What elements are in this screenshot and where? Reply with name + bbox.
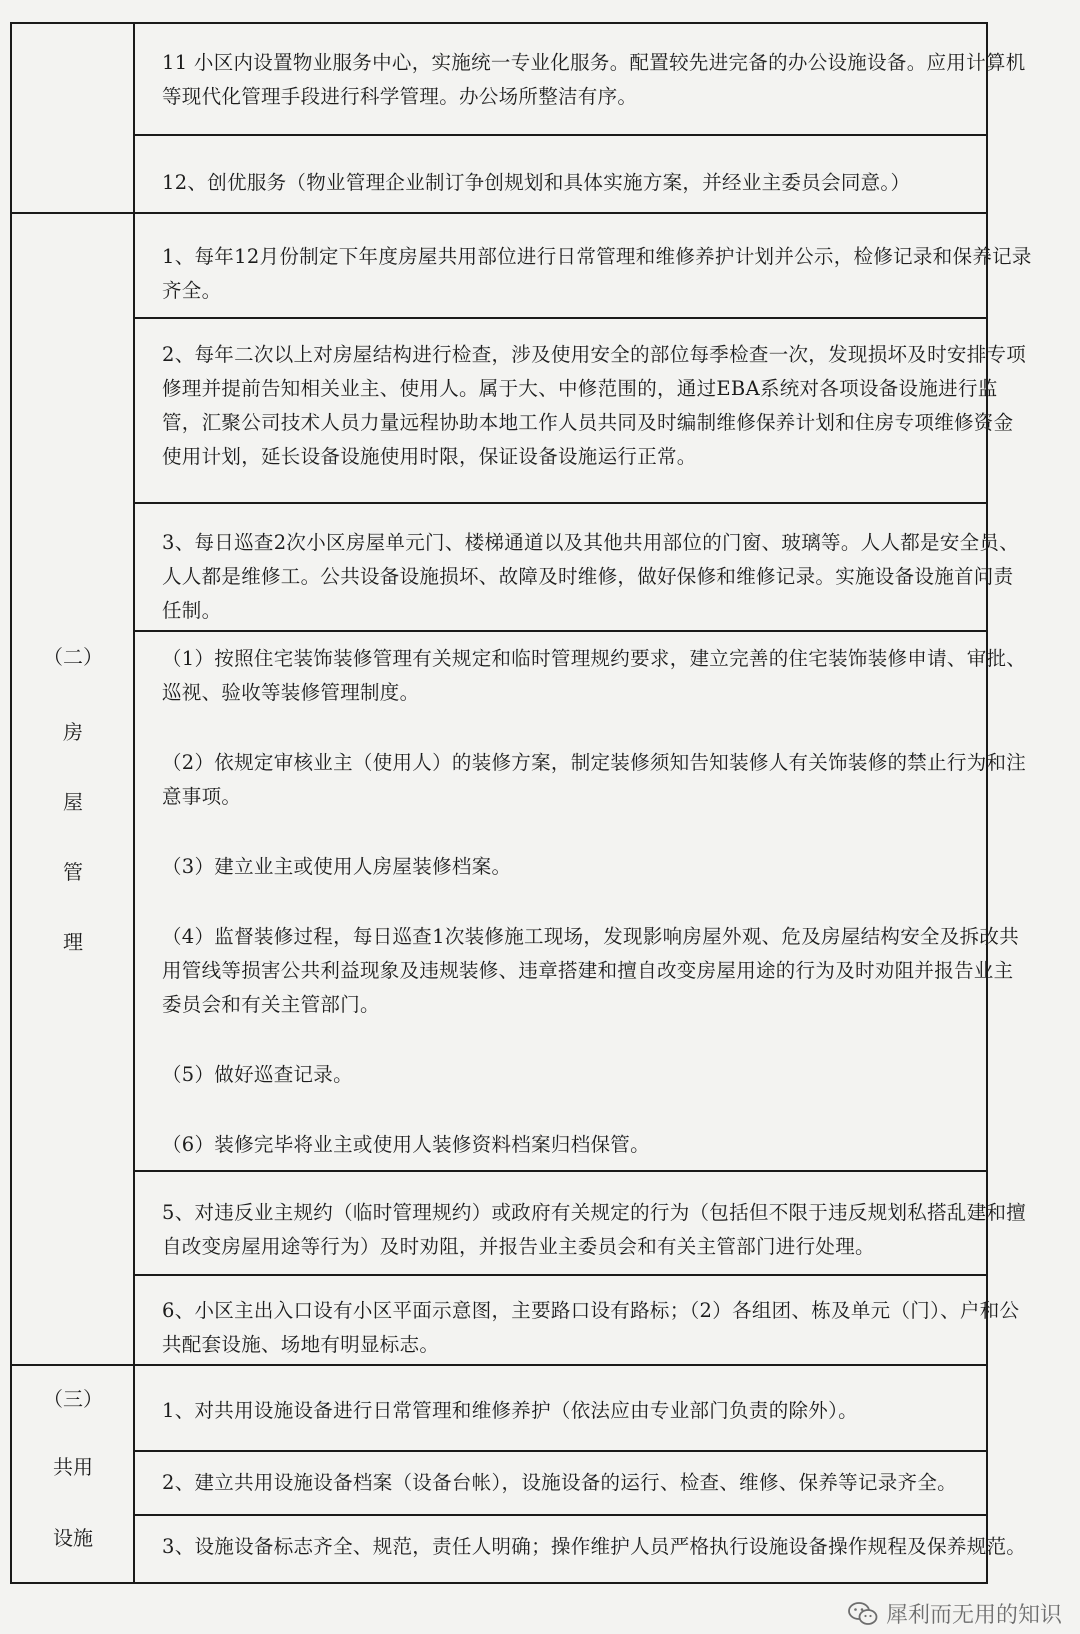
wechat-icon — [848, 1601, 878, 1627]
row-divider — [133, 1274, 988, 1276]
section-label-number: （二） — [43, 645, 103, 669]
row-text-12: 12、创优服务（物业管理企业制订争创规划和具体实施方案，并经业主委员会同意。） — [162, 171, 911, 194]
row-divider — [133, 630, 988, 632]
section-divider — [10, 212, 988, 214]
row-divider — [133, 1450, 988, 1452]
row-divider — [133, 134, 988, 136]
facility-item-2: 2、建立共用设施设备档案（设备台帐），设施设备的运行、检查、维修、保养等记录齐全。 — [162, 1471, 957, 1494]
housing-item-6: 6、小区主出入口设有小区平面示意图，主要路口设有路标；（2）各组团、栋及单元（门）、户和公共配套设施、场地有明显标志。 — [162, 1299, 1020, 1356]
section-label-char: 设施 — [53, 1526, 93, 1550]
renovation-item: （6）装修完毕将业主或使用人装修资料档案归档保管。 — [162, 1133, 650, 1156]
renovation-item: （3）建立业主或使用人房屋装修档案。 — [162, 855, 512, 878]
table-border-top — [10, 22, 988, 24]
housing-item-1: 1、每年12月份制定下年度房屋共用部位进行日常管理和维修养护计划并公示，检修记录和保养记录齐全。 — [162, 245, 1032, 302]
section-label-char: 共用 — [53, 1455, 93, 1479]
table-border-bottom — [10, 1582, 988, 1584]
facility-item-1: 1、对共用设施设备进行日常管理和维修养护（依法应由专业部门负责的除外）。 — [162, 1399, 858, 1422]
row-divider — [133, 1514, 988, 1516]
section-divider — [10, 1364, 988, 1366]
watermark-text: 犀利而无用的知识 — [886, 1603, 1063, 1628]
housing-item-3: 3、每日巡查2次小区房屋单元门、楼梯通道以及其他共用部位的门窗、玻璃等。人人都是安全员、人人都是维修工。公共设备设施损坏、故障及时维修，做好保修和维修记录。实施设备设施首问责任制。 — [162, 531, 1020, 622]
section-label-char: 房 — [63, 720, 83, 744]
renovation-management-block — [162, 642, 1032, 1162]
column-divider — [133, 22, 135, 1584]
housing-item-2: 2、每年二次以上对房屋结构进行检查，涉及使用安全的部位每季检查一次，发现损坏及时安排专项修理并提前告知相关业主、使用人。属于大、中修范围的，通过EBA系统对各项设备设施进行监管，汇聚公司技术人员力量远程协助本地工作人员共同及时编制维修保养计划和住房专项维修资金使用计划，延长设备设施使用时限，保证设备设施运行正常。 — [162, 343, 1027, 468]
row-divider — [133, 317, 988, 319]
row-text-11: 11 小区内设置物业服务中心，实施统一专业化服务。配置较先进完备的办公设施设备。应用计算机等现代化管理手段进行科学管理。办公场所整洁有序。 — [162, 51, 1026, 108]
renovation-item: （1）按照住宅装饰装修管理有关规定和临时管理规约要求，建立完善的住宅装饰装修申请、审批、巡视、验收等装修管理制度。 — [162, 647, 1027, 704]
housing-item-5: 5、对违反业主规约（临时管理规约）或政府有关规定的行为（包括但不限于违反规划私搭乱建和擅自改变房屋用途等行为）及时劝阻，并报告业主委员会和有关主管部门进行处理。 — [162, 1201, 1027, 1258]
section-label-char: 理 — [63, 930, 83, 954]
renovation-item: （5）做好巡查记录。 — [162, 1063, 353, 1086]
facility-item-3: 3、设施设备标志齐全、规范，责任人明确；操作维护人员严格执行设施设备操作规程及保养规范。 — [162, 1535, 1027, 1558]
section-label-char: 管 — [63, 860, 83, 884]
section-label-char: 屋 — [63, 790, 83, 814]
renovation-item: （4）监督装修过程，每日巡查1次装修施工现场，发现影响房屋外观、危及房屋结构安全及拆改共用管线等损害公共利益现象及违规装修、违章搭建和擅自改变房屋用途的行为及时劝阻并报告业主委员会和有关主管部门。 — [162, 925, 1020, 1016]
watermark — [848, 1598, 1062, 1629]
section-label-number: （三） — [43, 1387, 103, 1411]
row-divider — [133, 502, 988, 504]
renovation-item: （2）依规定审核业主（使用人）的装修方案，制定装修须知告知装修人有关饰装修的禁止行为和注意事项。 — [162, 751, 1027, 808]
row-divider — [133, 1170, 988, 1172]
table-border-left — [10, 22, 12, 1584]
